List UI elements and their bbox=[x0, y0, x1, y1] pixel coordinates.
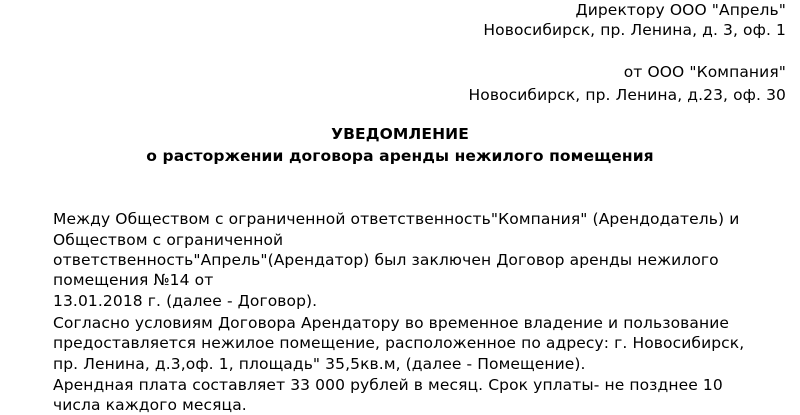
sender-line-1: от ООО "Компания" bbox=[623, 63, 786, 81]
body-line: 13.01.2018 г. (далее - Договор). bbox=[53, 292, 318, 310]
addressee-line-1: Директору ООО "Апрель" bbox=[575, 1, 786, 19]
body-line: Арендная плата составляет 33 000 рублей в месяц. Срок уплаты- не позднее 10 bbox=[53, 376, 723, 394]
body-line: помещения №14 от bbox=[53, 271, 214, 289]
body-line: предоставляется нежилое помещение, расположенное по адресу: г. Новосибирск, bbox=[53, 334, 745, 352]
body-line: числа каждого месяца. bbox=[53, 396, 247, 414]
body-line: Обществом с ограниченной bbox=[53, 231, 284, 249]
addressee-line-2: Новосибирск, пр. Ленина, д. 3, оф. 1 bbox=[483, 21, 786, 39]
document-subtitle: о расторжении договора аренды нежилого помещения bbox=[146, 147, 654, 165]
document-title: УВЕДОМЛЕНИЕ bbox=[331, 125, 469, 143]
body-line: Между Обществом с ограниченной ответственность"Компания" (Арендодатель) и bbox=[53, 210, 740, 228]
body-line: Согласно условиям Договора Арендатору во временное владение и пользование bbox=[53, 314, 730, 332]
body-line: пр. Ленина, д.3,оф. 1, площадь" 35,5кв.м, (далее - Помещение). bbox=[53, 355, 586, 373]
body-line: ответственность"Апрель"(Арендатор) был заключен Договор аренды нежилого bbox=[53, 251, 719, 269]
sender-line-2: Новосибирск, пр. Ленина, д.23, оф. 30 bbox=[468, 86, 786, 104]
